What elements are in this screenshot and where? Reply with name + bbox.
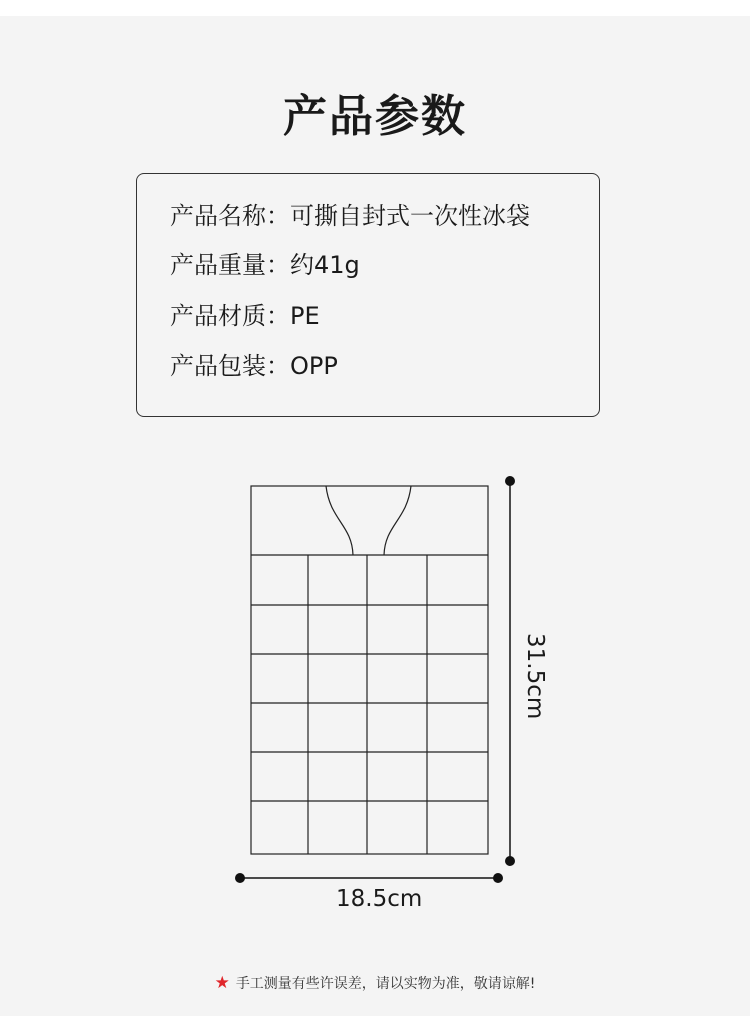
dimension-endpoint	[505, 476, 515, 486]
measurement-note	[0, 973, 750, 993]
dimension-endpoint	[235, 873, 245, 883]
height-dimension-line	[505, 476, 515, 866]
hanger-curve-right	[384, 486, 411, 555]
page-title: 产品参数	[283, 91, 467, 142]
dimension-endpoint	[493, 873, 503, 883]
width-dimension-line	[235, 873, 503, 883]
ice-cell-grid	[251, 555, 488, 854]
spec-value: PE	[290, 302, 320, 330]
ice-bag-outline	[251, 486, 488, 854]
spec-label: 产品材质：	[170, 302, 290, 330]
spec-label: 产品名称：	[170, 202, 290, 230]
hanger-curve-left	[326, 486, 353, 555]
spec-value: 可撕自封式一次性冰袋	[290, 202, 530, 230]
dimension-endpoint	[505, 856, 515, 866]
spec-label: 产品包装：	[170, 352, 290, 380]
spec-value: 约41g	[290, 251, 360, 279]
star-icon: ★	[214, 973, 230, 993]
bag-border	[251, 486, 488, 854]
spec-label: 产品重量：	[170, 251, 290, 279]
height-label: 31.5cm	[522, 633, 548, 720]
note-text: 手工测量有些许误差，请以实物为准，敬请谅解!	[235, 976, 536, 992]
width-label: 18.5cm	[336, 886, 423, 912]
spec-value: OPP	[290, 352, 338, 380]
